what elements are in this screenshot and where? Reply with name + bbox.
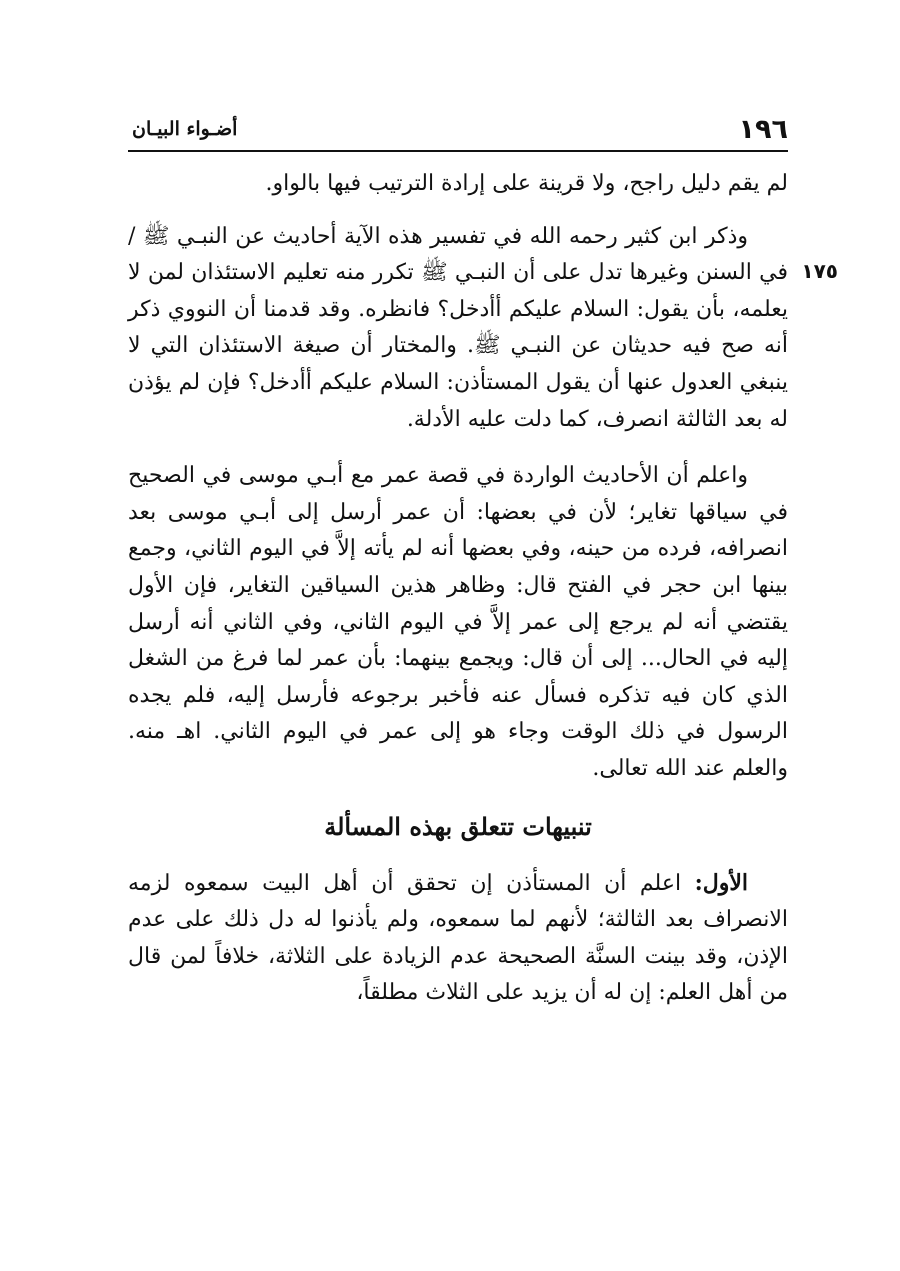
note-text: اعلم أن المستأذن إن تحقق أن أهل البيت سمعوه لزمه الانصراف بعد الثالثة؛ لأنهم لما سمعوه، ولم يأذنوا له دل ذلك على عدم الإذن، وقد بينت السنَّة الصحيحة عدم الزيادة على الثلاثة، خلافاً لمن قال من أهل العلم: إن له أن يزيد على الثلاث مطلقاً،	[128, 870, 788, 1006]
book-title: أضـواء البيـان	[132, 118, 238, 140]
book-page	[128, 108, 838, 1228]
page-number: ١٩٦	[738, 114, 788, 145]
paragraph-2-wrapper	[128, 219, 838, 439]
note-label: الأول:	[694, 869, 748, 896]
paragraph-1: لم يقم دليل راجح، ولا قرينة على إرادة الترتيب فيها بالواو.	[265, 171, 788, 196]
margin-reference-number: ١٧٥	[801, 258, 838, 283]
paragraph-first-note	[128, 865, 788, 1012]
section-heading: تنبيهات تتعلق بهذه المسألة	[324, 811, 592, 841]
paragraph-3: واعلم أن الأحاديث الواردة في قصة عمر مع أبـي موسى في الصحيح في سياقها تغاير؛ لأن في بعضها: أن عمر أرسل إلى أبـي موسى بعد انصرافه، فرده من حينه، وفي بعضها أنه لم يأته إلاَّ في اليوم الثاني، وجمع بينها ابن حجر في الفتح قال: وظاهر هذين السياقين التغاير، فإن الأول يقتضي أنه لم يرجع إلى عمر إلاَّ في اليوم الثاني، وفي الثاني أنه أرسل إليه في الحال... إلى أن قال: ويجمع بينهما: بأن عمر لما فرغ من الشغل الذي كان فيه تذكره فسأل عنه فأخبر برجوعه فأرسل إليه، فلم يجده الرسول في ذلك الوقت وجاء هو إلى عمر في اليوم الثاني. اهـ منه. والعلم عند الله تعالى.	[128, 463, 788, 781]
paragraph-2: وذكر ابن كثير رحمه الله في تفسير هذه الآية أحاديث عن النبـي ﷺ / في السنن وغيرها تدل على أن النبـي ﷺ تكرر منه تعليم الاستئذان لمن لا يعلمه، بأن يقول: السلام عليكم أأدخل؟ فانظره. وقد قدمنا أن النووي ذكر أنه صح فيه حديثان عن النبـي ﷺ. والمختار أن صيغة الاستئذان التي لا ينبغي العدول عنها أن يقول المستأذن: السلام عليكم أأدخل؟ فإن لم يؤذن له بعد الثالثة انصرف، كما دلت عليه الأدلة.	[128, 223, 788, 432]
running-header	[128, 108, 788, 152]
